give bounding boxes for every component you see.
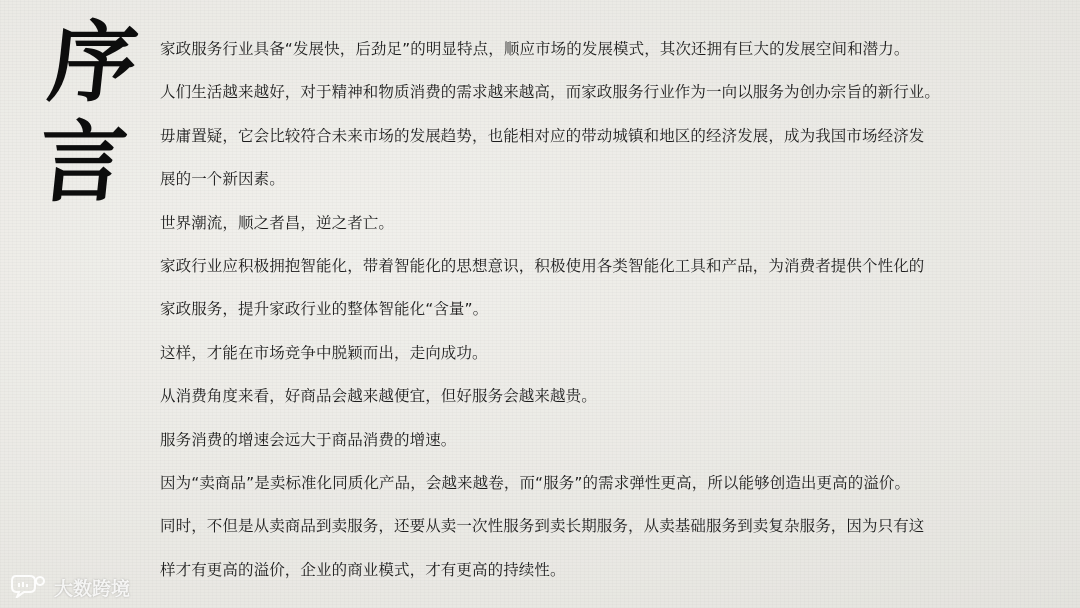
text-line: 这样，才能在市场竞争中脱颖而出，走向成功。: [160, 343, 488, 362]
page-title: [27, 12, 148, 212]
text-line: 样才有更高的溢价，企业的商业模式，才有更高的持续性。: [160, 560, 566, 579]
text-line: 家政服务行业具备“发展快，后劲足”的明显特点，顺应市场的发展模式，其次还拥有巨大的发展空间和潜力。: [160, 40, 910, 58]
text-line: 从消费角度来看，好商品会越来越便宜，但好服务会越来越贵。: [160, 387, 597, 406]
title-char-1: 序: [43, 10, 143, 114]
preface-body: [160, 28, 1065, 592]
chat-bubble-logo-icon: [10, 572, 48, 603]
text-line: 家政行业应积极拥抱智能化，带着智能化的思想意识，积极使用各类智能化工具和产品，为消费者提供个性化的: [160, 257, 925, 276]
watermark-text: 大数跨境: [54, 577, 131, 600]
text-line: 毋庸置疑，它会比较符合未来市场的发展趋势，也能相对应的带动城镇和地区的经济发展，成为我国市场经济发: [160, 126, 925, 145]
text-line: 因为“卖商品”是卖标准化同质化产品，会越来越卷，而“服务”的需求弹性更高，所以能够创造出更高的溢价。: [160, 474, 911, 493]
watermark: [10, 572, 130, 602]
text-line: 同时，不但是从卖商品到卖服务，还要从卖一次性服务到卖长期服务，从卖基础服务到卖复杂服务，因为只有这: [160, 517, 925, 536]
text-line: 服务消费的增速会远大于商品消费的增速。: [160, 430, 457, 449]
text-line: 世界潮流，顺之者昌，逆之者亡。: [160, 213, 395, 232]
title-char-2: 言: [33, 110, 133, 214]
text-line: 家政服务，提升家政行业的整体智能化“含量”。: [160, 300, 489, 319]
text-line: 展的一个新因素。: [160, 170, 285, 189]
text-line: 人们生活越来越好，对于精神和物质消费的需求越来越高，而家政服务行业作为一向以服务为创办宗旨的新行业。: [160, 83, 941, 102]
